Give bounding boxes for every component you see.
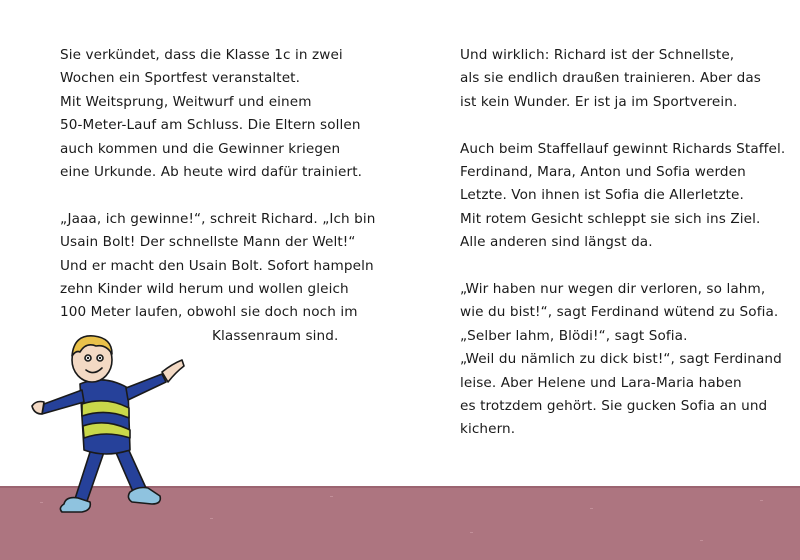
track-texture: [470, 532, 473, 533]
text-line: 50-Meter-Lauf am Schluss. Die Eltern sollen: [60, 117, 361, 134]
track-texture: [760, 500, 763, 501]
text-line: auch kommen und die Gewinner kriegen: [60, 140, 341, 157]
right-text-column: [460, 44, 786, 442]
text-line: zehn Kinder wild herum und wollen gleich: [60, 281, 349, 298]
left-text-column: [60, 44, 376, 348]
text-line: Und wirklich: Richard ist der Schnellste,: [460, 47, 735, 63]
text-line: Mit Weitsprung, Weitwurf und einem: [60, 93, 312, 110]
text-line: es trotzdem gehört. Sie gucken Sofia an und: [460, 398, 768, 415]
text-line: „Wir haben nur wegen dir verloren, so lahm,: [460, 281, 766, 298]
text-line: Usain Bolt! Der schnellste Mann der Welt!“: [60, 234, 356, 251]
text-line: „Weil du nämlich zu dick bist!“, sagt Ferdinand: [460, 351, 782, 368]
text-line: 100 Meter laufen, obwohl sie doch noch im: [60, 304, 358, 321]
track-texture: [210, 518, 213, 519]
text-line: Alle anderen sind längst da.: [460, 234, 653, 251]
text-line: ist kein Wunder. Er ist ja im Sportverein.: [460, 93, 738, 110]
right-page: [400, 0, 800, 560]
text-line: Klassenraum sind.: [212, 327, 339, 344]
text-line: wie du bist!“, sagt Ferdinand wütend zu Sofia.: [460, 304, 779, 321]
text-line: Und er macht den Usain Bolt. Sofort hampeln: [60, 257, 374, 274]
text-line: Sie verkündet, dass die Klasse 1c in zwei: [60, 47, 343, 63]
text-line: „Selber lahm, Blödi!“, sagt Sofia.: [460, 327, 688, 344]
track-texture: [700, 540, 703, 541]
paragraph-gap: [60, 184, 360, 207]
paragraph-gap: [460, 114, 780, 137]
text-line: Wochen ein Sportfest veranstaltet.: [60, 70, 301, 87]
text-line: Letzte. Von ihnen ist Sofia die Allerletzte.: [460, 187, 744, 204]
boy-bolt-pose-illustration: [22, 326, 192, 526]
text-line: leise. Aber Helene und Lara-Maria haben: [460, 374, 742, 391]
text-line: Mit rotem Gesicht schleppt sie sich ins Ziel.: [460, 210, 761, 227]
text-line: als sie endlich draußen trainieren. Aber das: [460, 70, 761, 87]
text-line: eine Urkunde. Ab heute wird dafür trainiert.: [60, 164, 363, 181]
paragraph-gap: [460, 255, 780, 278]
text-line: Auch beim Staffellauf gewinnt Richards Staffel.: [460, 140, 786, 157]
text-line: Ferdinand, Mara, Anton und Sofia werden: [460, 164, 746, 181]
text-line: „Jaaa, ich gewinne!“, schreit Richard. „Ich bin: [60, 210, 376, 227]
text-line: kichern.: [460, 421, 516, 438]
track-texture: [590, 508, 593, 509]
track-texture: [330, 496, 333, 497]
